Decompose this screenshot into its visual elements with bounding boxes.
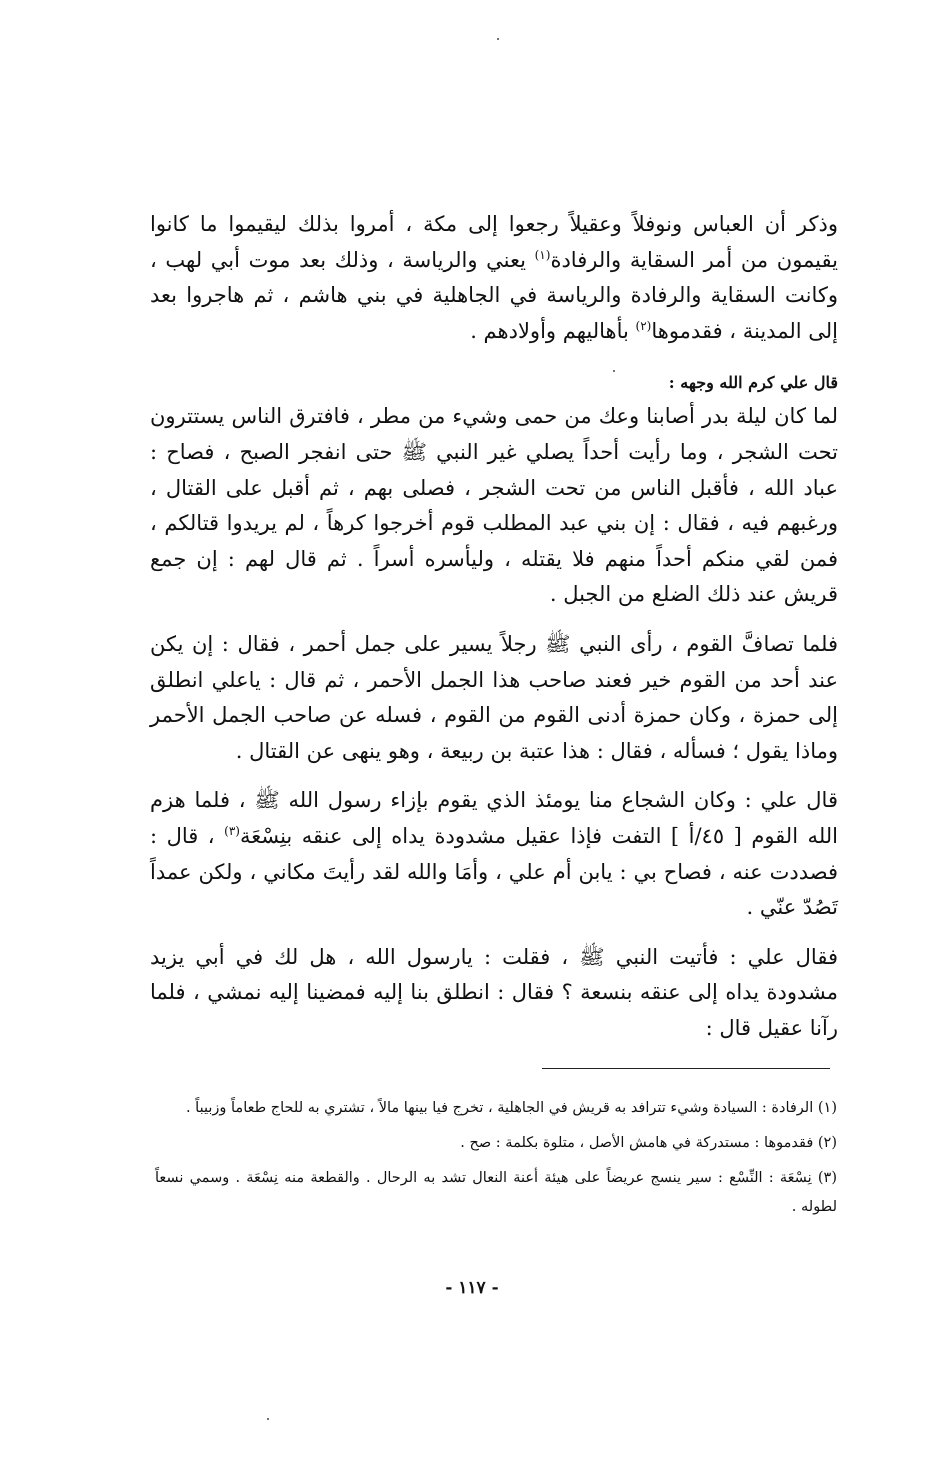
text-run: بأهاليهم وأولادهم .: [470, 318, 629, 343]
text-run: يعني والرياسة ، وذلك بعد موت أبي لهب ، وكانت السقاية والرفادة والرياسة في الجاهلية في بني هاشم ، ثم هاجروا بعد إلى المدينة ، فقدموها: [150, 247, 838, 343]
text-run: وذكر أن العباس ونوفلاً وعقيلاً رجعوا إلى مكة ، أمروا بذلك ليقيموا ما كانوا يقيمون من أمر السقاية والرفادة: [150, 212, 838, 272]
scan-speck: [267, 1418, 269, 1420]
paragraph-red-camel: فلما تصافَّ القوم ، رأى النبي ﷺ رجلاً يسير على جمل أحمر ، فقال : إن يكن عند أحد من القوم خير فعند صاحب هذا الجمل الأحمر ، ثم قال : ياعلي انطلق إلى حمزة ، وكان حمزة أدنى القوم من القوم ، فسله عن صاحب الجمل الأحمر وماذا يقول ؛ فسأله ، فقال : هذا عتبة بن ربيعة ، وهو ينهى عن القتال .: [150, 631, 838, 763]
paragraph-aqil-bound: [150, 783, 838, 925]
footnote-2: (٢) فقدموها : مستدركة في هامش الأصل ، متلوة بكلمة : صح .: [460, 1135, 837, 1151]
paragraph-badr-night: لما كان ليلة بدر أصابنا وعك من حمى وشيء من مطر ، فافترق الناس يستترون تحت الشجر ، وما رأيت أحداً يصلي غير النبي ﷺ حتى انفجر الصبح ، فصاح : عباد الله ، فأقبل الناس من تحت الشجر ، فصلى بهم ، ثم أقبل على القتال ، ورغبهم فيه ، فقال : إن بني عبد المطلب قوم أخرجوا كرهاً ، لم يريدوا قتالكم ، فمن لقي منكم أحداً منهم فلا يقتله ، وليأسره أسراً . ثم قال لهم : إن جمع قريش عند ذلك الضلع من الجبل .: [150, 404, 838, 607]
page-number: - ١١٧ -: [445, 1278, 499, 1298]
footnote-divider: [542, 1068, 830, 1069]
footnote-1: (١) الرفادة : السيادة وشيء تترافد به قريش في الجاهلية ، تخرج فيا بينها مالاً ، تشتري به للحاج طعاماً وزبيباً .: [185, 1100, 837, 1116]
footnote-ref-2: (٢): [635, 318, 652, 333]
main-text: [150, 207, 838, 1046]
footnote-3: (٣) نِسْعَة : النِّسْع : سير ينسج عريضاً على هيئة أعنة النعال تشد به الرحال . والقطعة منه نِسْعَة . وسمي نسعاً لطوله .: [155, 1170, 837, 1215]
scan-speck: [497, 38, 499, 40]
paragraph-go-to-aqil: فقال علي : فأتيت النبي ﷺ ، فقلت : يارسول الله ، هل لك في أبي يزيد مشدودة يداه إلى عنقه بنسعة ؟ فقال : انطلق بنا إليه فمضينا إليه نمشي ، فلما رآنا عقيل قال :: [150, 944, 838, 1040]
footnote-ref-3: (٣): [224, 823, 240, 838]
section-heading: قال علي كرم الله وجهه :: [668, 373, 838, 393]
text-run: ، قال : فصددت عنه ، فصاح بي : يابن أم علي ، وأمَا والله لقد رأيتَ مكاني ، ولكن عمداً تَصُدّ عنّي .: [150, 823, 838, 920]
footnotes: [155, 1094, 837, 1228]
paragraph-intro: [150, 207, 838, 349]
text-run: قال علي : وكان الشجاع منا يومئذ الذي يقوم بإزاء رسول الله ﷺ ، فلما هزم الله القوم [ ٤٥/أ ] التفت فإذا عقيل مشدودة يداه إلى عنقه بنِسْعَة: [150, 788, 839, 848]
footnote-ref-1: (١): [534, 247, 551, 262]
